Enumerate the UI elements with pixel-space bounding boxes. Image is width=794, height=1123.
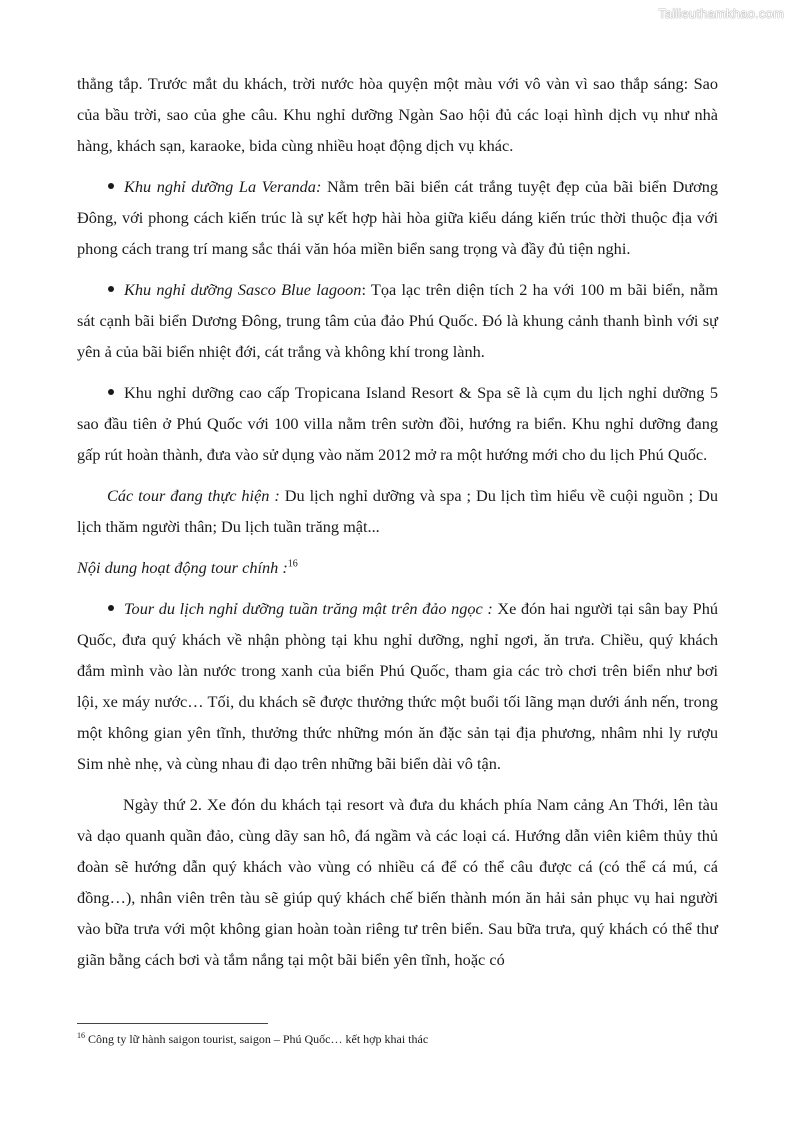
bullet-text: Khu nghỉ dưỡng cao cấp Tropicana Island Resort & Spa sẽ là cụm du lịch nghỉ dưỡng 5 sao đầu tiên ở Phú Quốc với 100 villa nằm trên sườn đồi, hướng ra biển. Khu nghỉ dưỡng đang gấp rút hoàn thành, đưa vào sử dụng vào năm 2012 mở ra một hướng mới cho du lịch Phú Quốc. [77,383,718,464]
content-heading-text: Nội dung hoạt động tour chính : [77,558,288,577]
bullet-title: Khu nghỉ dưỡng La Veranda: [124,177,322,196]
footnote [77,1031,428,1047]
watermark: Tailieuthamkhao.com [658,6,784,21]
bullet-text: Xe đón hai người tại sân bay Phú Quốc, đưa quý khách về nhận phòng tại khu nghỉ dưỡng, nghỉ ngơi, ăn trưa. Chiều, quý khách đắm mình vào làn nước trong xanh của biển Phú Quốc, tham gia các trò chơi trên biển như bơi lội, xe máy nước… Tối, du khách sẽ được thưởng thức một buổi tối lãng mạn dưới ánh nến, trong một không gian yên tĩnh, thưởng thức những món ăn đặc sản tại địa phương, nhâm nhi ly rượu Sim nhè nhẹ, và cùng nhau đi dạo trên những bãi biển dài vô tận. [77,599,718,773]
footnote-number: 16 [77,1031,85,1040]
bullet-title: Tour du lịch nghỉ dưỡng tuần trăng mật trên đảo ngọc : [124,599,493,618]
bullet-honeymoon-tour [77,593,718,779]
tours-text: Du lịch nghỉ dưỡng và spa ; Du lịch tìm hiểu về cuội nguồn ; Du lịch thăm người thân; Du lịch tuần trăng mật... [77,486,718,536]
bullet-la-veranda [77,171,718,264]
footnote-ref: 16 [287,558,298,570]
tours-label: Các tour đang thực hiện : [107,486,280,505]
bullet-title: Khu nghỉ dưỡng Sasco Blue lagoon [124,280,362,299]
bullet-text: Nằm trên bãi biển cát trắng tuyệt đẹp của bãi biển Dương Đông, với phong cách kiến trúc là sự kết hợp hài hòa giữa kiểu dáng kiến trúc thời thuộc địa với phong cách trang trí mang sắc thái văn hóa miền biển sang trọng và đầy đủ tiện nghi. [77,177,718,258]
paragraph-continuation: thẳng tắp. Trước mắt du khách, trời nước hòa quyện một màu với vô vàn vì sao thắp sáng: Sao của bầu trời, sao của ghe câu. Khu nghỉ dưỡng Ngàn Sao hội đủ các loại hình dịch vụ như nhà hàng, khách sạn, karaoke, bida cùng nhiều hoạt động dịch vụ khác. [77,74,718,155]
day2-paragraph: Ngày thứ 2. Xe đón du khách tại resort và đưa du khách phía Nam cảng An Thới, lên tàu và dạo quanh quần đảo, cùng dãy san hô, đá ngầm và các loại cá. Hướng dẫn viên kiêm thủy thủ đoàn sẽ hướng dẫn quý khách vào vùng có nhiều cá để có thể câu được cá (có thể cá mú, cá đồng…), nhân viên trên tàu sẽ giúp quý khách chế biến thành món ăn hải sản phục vụ hai người vào bữa trưa với một không gian hoàn toàn riêng tư trên biển. Sau bữa trưa, quý khách có thể thư giãn bằng cách bơi và tắm nắng tại một bãi biển yên tĩnh, hoặc có [77,795,718,969]
content-heading [77,552,718,583]
bullet-tropicana [77,377,718,470]
bullet-icon [108,605,114,611]
footnote-divider [77,1023,268,1024]
bullet-icon [108,286,114,292]
footnote-text: Công ty lữ hành saigon tourist, saigon – Phú Quốc… kết hợp khai thác [85,1032,429,1046]
bullet-sasco-blue-lagoon [77,274,718,367]
bullet-icon [108,183,114,189]
tours-paragraph [77,480,718,542]
bullet-icon [108,389,114,395]
document-page [77,68,718,975]
bullet-text: : Tọa lạc trên diện tích 2 ha với 100 m bãi biển, nằm sát cạnh bãi biển Dương Đông, trung tâm của đảo Phú Quốc. Đó là khung cảnh thanh bình với sự yên ả của bãi biển nhiệt đới, cát trắng và không khí trong lành. [77,280,718,361]
